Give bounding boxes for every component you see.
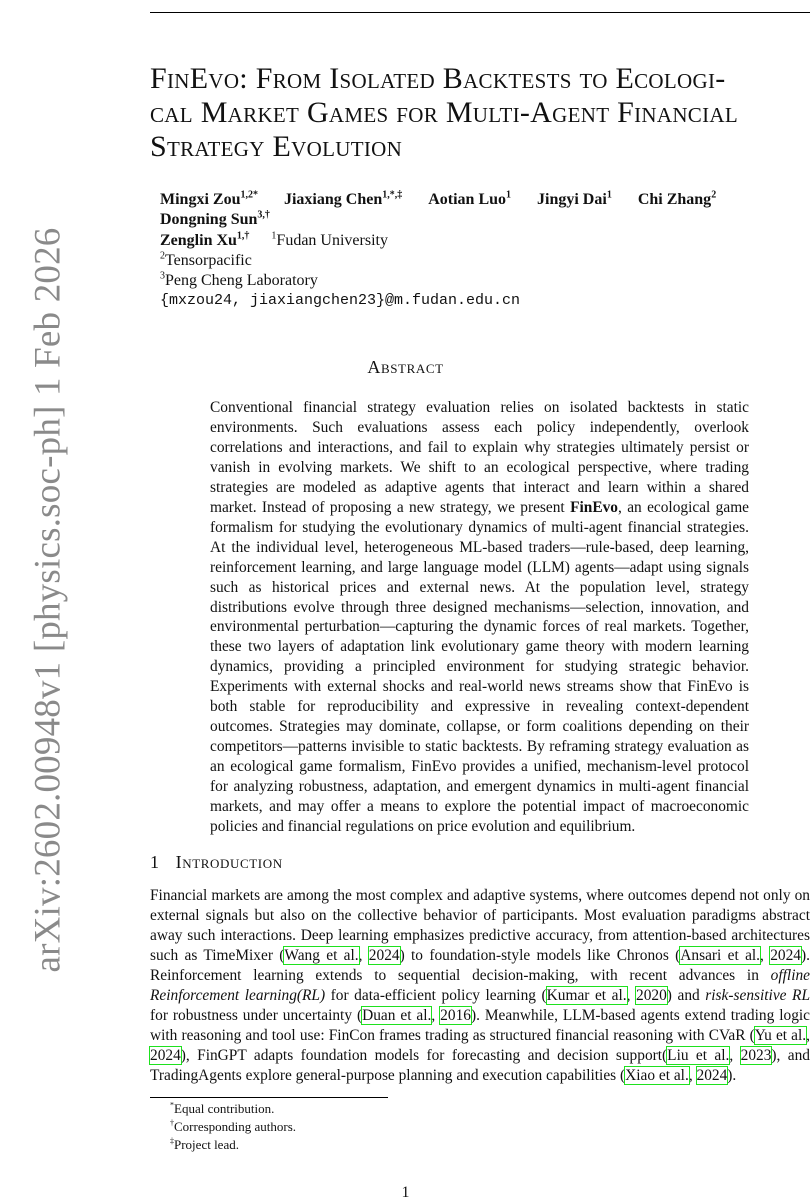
- citation-link-yu-name[interactable]: Yu et al.: [754, 1026, 807, 1044]
- title-line-2: cal Market Games for Multi-Agent Financial: [150, 96, 738, 129]
- section-title: Introduction: [175, 852, 283, 872]
- author-dongning-sun: Dongning Sun$^{3,\dagger}$: [160, 209, 270, 228]
- citation-link-xiao-year[interactable]: 2024: [696, 1066, 728, 1084]
- citation-link-liu-name[interactable]: Liu et al.: [667, 1046, 730, 1064]
- title-line-1: FinEvo: From Isolated Backtests to Ecologi-: [150, 62, 726, 95]
- term-offline-rl: offline Reinforcement learning(RL): [150, 966, 810, 1004]
- top-rule: [150, 12, 810, 13]
- citation-link-xiao-name[interactable]: Xiao et al.: [625, 1066, 689, 1084]
- section-number: 1: [150, 852, 160, 872]
- citation-link-wang-year[interactable]: 2024: [368, 946, 400, 964]
- footnote-project-lead: ‡Project lead.: [170, 1136, 239, 1152]
- abstract-heading: Abstract: [367, 357, 444, 377]
- paper-title: [150, 62, 810, 164]
- title-line-3: Strategy Evolution: [150, 130, 403, 163]
- citation-link-ansari-year[interactable]: 2024: [770, 946, 801, 964]
- introduction-paragraph: Financial markets are among the most complex and adaptive systems, where outcomes depend not only on external signals but also on the collective behavior of participants. Most evaluation paradigms abstract away such interactions. Deep learning emphasizes predictive accuracy, from attention-based architectures such as TimeMixer (Wang et al., 2024) to foundation-style models like Chronos (Ansari et al., 2024). Reinforcement learning extends to sequential decision-making, with recent advances in offline Reinforcement learning(RL) for data-efficient policy learning (Kumar et al., 2020) and risk-sensitive RL for robustness under uncertainty (Duan et al., 2016). Meanwhile, LLM-based agents extend trading logic with reasoning and tool use: FinCon frames trading as structured financial reasoning with CVaR (Yu et al., 2024), FinGPT adapts foundation models for forecasting and decision support(Liu et al., 2023), and TradingAgents explore general-purpose planning and execution capabilities (Xiao et al., 2024).: [150, 887, 811, 1084]
- author-jiaxiang-chen: Jiaxiang Chen$^{1,*,\ddagger}$: [283, 189, 403, 208]
- author-line-1: [160, 191, 716, 209]
- citation-link-yu-year[interactable]: 2024: [150, 1046, 181, 1064]
- footnote-equal-contribution: *Equal contribution.: [170, 1100, 275, 1116]
- affiliation-2: $^2$Tensorpacific: [160, 250, 252, 269]
- abstract-bold-fin-evo: FinEvo: [570, 498, 618, 516]
- affiliation-3: $^3$Peng Cheng Laboratory: [160, 270, 318, 289]
- page-number: 1: [401, 1184, 410, 1201]
- author-aotian-luo: Aotian Luo$^1$: [428, 189, 512, 208]
- abstract-body: Conventional financial strategy evaluation relies on isolated backtests in static environments. Such evaluations assess each policy independently, overlook correlations and interactions, and fail to explain why strategies ultimately persist or vanish in evolving markets. We shift to an ecological perspective, where trading strategies are modeled as adaptive agents that interact and learn within a shared market. Instead of proposing a new strategy, we present FinEvo, an ecological game formalism for studying the evolutionary dynamics of multi-agent financial strategies. At the individual level, heterogeneous ML-based traders—rule-based, deep learning, reinforcement learning, and large language model (LLM) agents—adapt using signals such as historical prices and external news. At the population level, strategy distributions evolve through three designed mechanisms—selection, innovation, and environmental perturbation—capturing the dynamic forces of real markets. Together, these two layers of adaptation link evolutionary game theory with modern learning dynamics, providing a principled environment for studying strategic behavior. Experiments with external shocks and real-world news streams show that FinEvo is both stable for reproducibility and expressive in revealing context-dependent outcomes. Strategies may dominate, collapse, or form coalitions depending on their competitors—patterns invisible to static backtests. By reframing strategy evaluation as an ecological game formalism, FinEvo provides a unified, mechanism-level protocol for analyzing robustness, adaptation, and emergent dynamics in multi-agent financial markets, and may offer a means to explore the potential impact of macroeconomic policies and financial regulations on price evolution and equilibrium.: [210, 399, 750, 836]
- contact-email: {mxzou24, jiaxiangchen23}@m.fudan.edu.cn: [160, 292, 521, 309]
- term-risk-sensitive-rl: risk-sensitive RL: [705, 986, 811, 1004]
- citation-link-ansari-name[interactable]: Ansari et al.: [680, 946, 761, 964]
- author-line-2: [160, 211, 270, 229]
- author-chi-zhang: Chi Zhang$^2$: [637, 189, 717, 208]
- footnote-rule: [150, 1097, 388, 1098]
- author-zenglin-xu: Zenglin $Xu^{1,\dagger}$: [160, 230, 250, 249]
- arxiv-identifier-stamp: arXiv:2602.00948v1 [physics.soc-ph] 1 Feb 2026: [27, 227, 69, 973]
- affiliation-1: $^1$Fudan University: [271, 230, 388, 249]
- citation-link-duan-year[interactable]: 2016: [440, 1006, 471, 1024]
- citation-link-wang-name[interactable]: Wang et al.: [284, 946, 359, 964]
- author-mingxi-zou: Mingxi Zou$^{1,2*}$: [160, 189, 258, 208]
- author-line-3: [160, 232, 388, 250]
- citation-link-liu-year[interactable]: 2023: [740, 1046, 772, 1064]
- citation-link-kumar-year[interactable]: 2020: [636, 986, 667, 1004]
- citation-link-duan-name[interactable]: Duan et al.: [362, 1006, 432, 1024]
- citation-link-kumar-name[interactable]: Kumar et al.: [546, 986, 627, 1004]
- footnote-corresponding-authors: †Corresponding authors.: [170, 1118, 297, 1134]
- section-heading-introduction: [150, 852, 283, 873]
- author-jingyi-dai: Jingyi Dai$^1$: [537, 189, 612, 208]
